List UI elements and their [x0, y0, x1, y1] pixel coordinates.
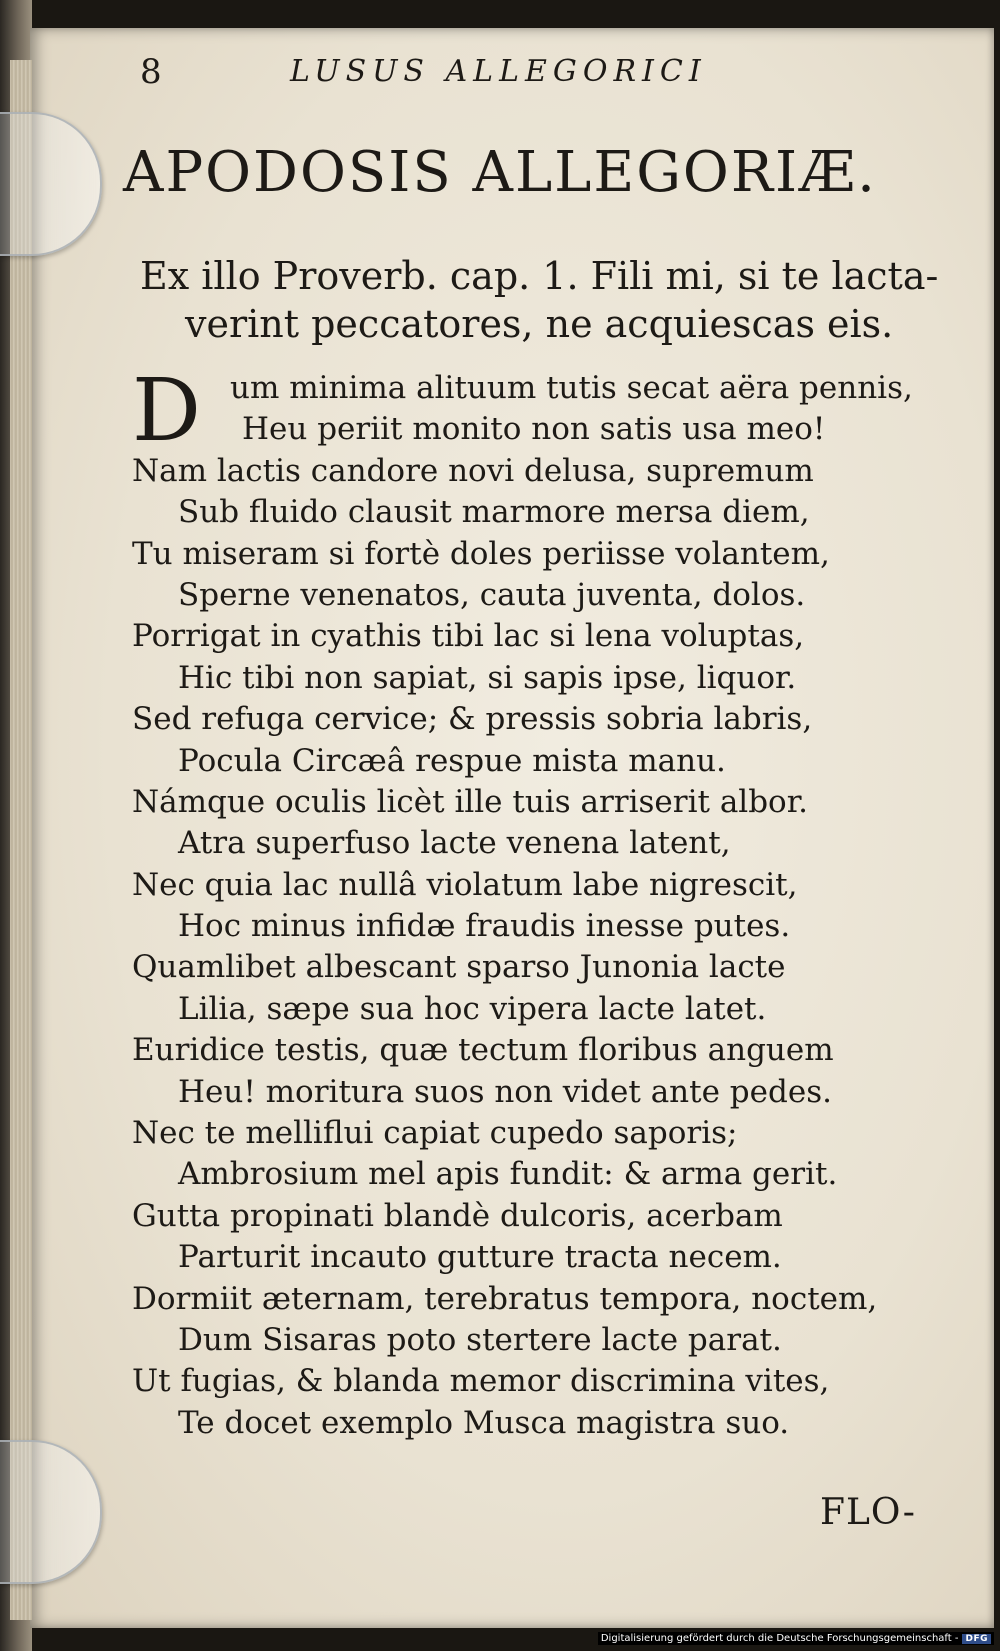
verse-line: Dormiit æternam, terebratus tempora, noctem, [132, 1280, 878, 1317]
verse-line: Parturit incauto gutture tracta necem. [178, 1239, 782, 1276]
page-number: 8 [140, 52, 162, 92]
verse-line: Lilia, sæpe sua hoc vipera lacte latet. [178, 990, 767, 1027]
verse-line: Nam lactis candore novi delusa, supremum [132, 452, 814, 489]
verse-line: Heu! moritura suos non videt ante pedes. [178, 1073, 832, 1110]
running-head: LUSUS ALLEGORICI [290, 54, 707, 89]
verse-line: Gutta propinati blandè dulcoris, acerbam [132, 1197, 783, 1234]
digitization-credit [598, 1632, 994, 1645]
subtitle-line-1: Ex illo Proverb. cap. 1. Fili mi, si te lacta- [140, 254, 939, 298]
verse-line: Euridice testis, quæ tectum floribus anguem [132, 1032, 834, 1069]
verse-line: Nec quia lac nullâ violatum labe nigrescit, [132, 866, 798, 903]
verse-line: Dum Sisaras poto stertere lacte parat. [178, 1321, 782, 1358]
verse-line: Sperne venenatos, cauta juventa, dolos. [178, 576, 806, 613]
credit-text: Digitalisierung gefördert durch die Deutsche Forschungsgemeinschaft - [600, 1633, 959, 1644]
verse-line: Te docet exemplo Musca magistra suo. [178, 1404, 790, 1441]
verse-line: Heu periit monito non satis usa meo! [242, 411, 826, 448]
verse-line: Hic tibi non sapiat, si sapis ipse, liquor. [178, 659, 797, 696]
catchword: FLO- [820, 1492, 916, 1533]
page-title: APODOSIS ALLEGORIÆ. [123, 140, 877, 205]
subtitle-line-2: verint peccatores, ne acquiescas eis. [185, 302, 894, 346]
subtitle [140, 252, 940, 348]
verse-line: Sed refuga cervice; & pressis sobria labris, [132, 701, 813, 738]
dfg-logo: DFG [962, 1634, 991, 1644]
verse-line: Atra superfuso lacte venena latent, [178, 825, 731, 862]
verse-line: Quamlibet albescant sparso Junonia lacte [132, 949, 786, 986]
verse-line: Sub fluido clausit marmore mersa diem, [178, 494, 810, 531]
verse-line: Hoc minus infidæ fraudis inesse putes. [178, 908, 791, 945]
running-header [140, 52, 780, 102]
verse-line: Porrigat in cyathis tibi lac si lena voluptas, [132, 618, 805, 655]
page-stack-edge [10, 60, 32, 1620]
verse-line: Nec te melliflui capiat cupedo saporis; [132, 1115, 738, 1152]
drop-cap: D [132, 361, 201, 461]
verse-line: Tu miseram si fortè doles periisse volantem, [132, 535, 830, 572]
verse-line: Ut fugias, & blanda memor discrimina vites, [132, 1363, 830, 1400]
verse-line: Pocula Circæâ respue mista manu. [178, 742, 726, 779]
verse-line: Námque oculis licèt ille tuis arriserit albor. [132, 783, 808, 820]
poem-body [132, 361, 962, 1444]
verse-line: Ambrosium mel apis fundit: & arma gerit. [178, 1156, 838, 1193]
verse-line: um minima alituum tutis secat aëra pennis, [230, 370, 913, 406]
